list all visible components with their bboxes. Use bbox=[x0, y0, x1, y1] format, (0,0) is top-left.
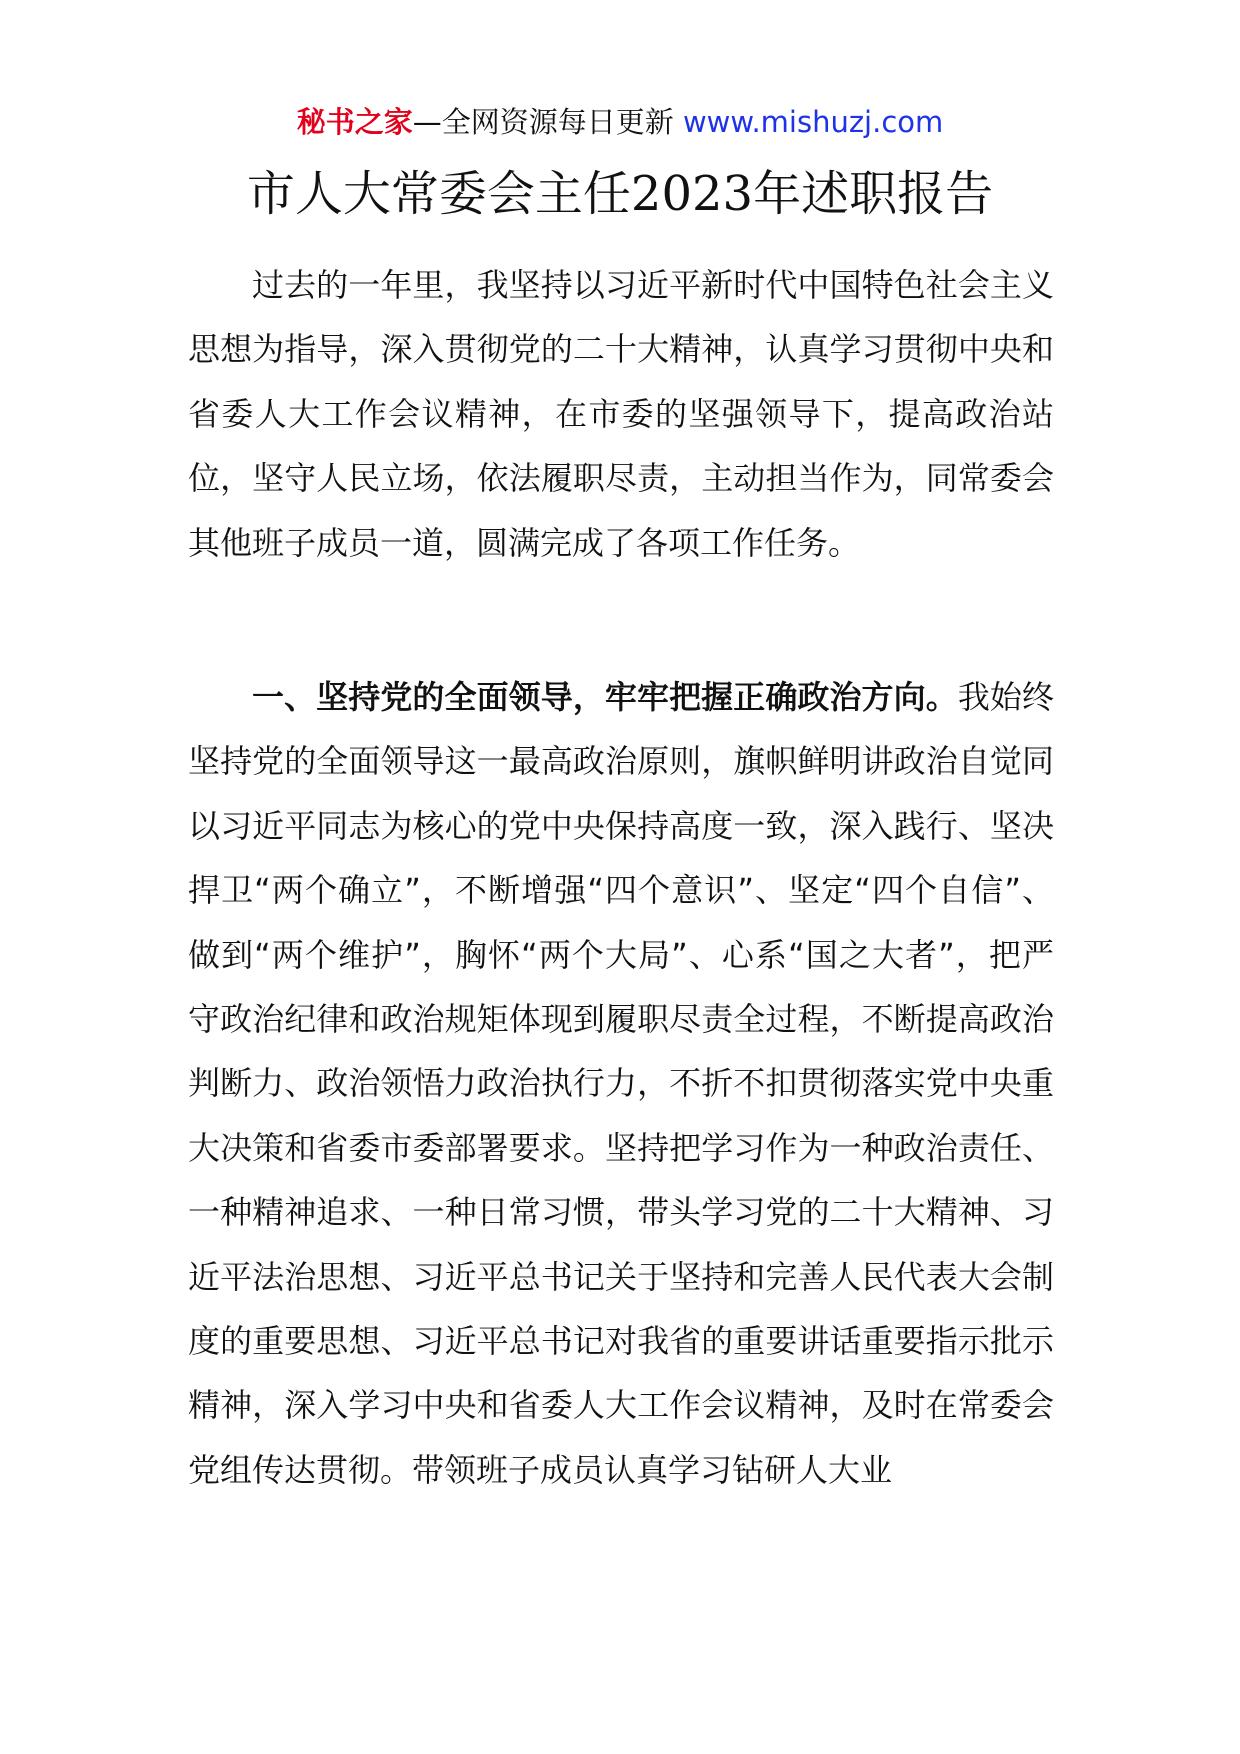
title-prefix: 市人大常委会主任 bbox=[246, 166, 631, 222]
intro-paragraph-text: 过去的一年里，我坚持以习近平新时代中国特色社会主义思想为指导，深入贯彻党的二十大精神，认真学习贯彻中央和省委人大工作会议精神，在市委的坚强领导下，提高政治站位，坚守人民立场，依法履职尽责，主动担当作为，同常委会其他班子成员一道，圆满完成了各项工作任务。 bbox=[188, 266, 1054, 562]
watermark-tagline: —全网资源每日更新 bbox=[412, 105, 683, 139]
section-one-text: 我始终坚持党的全面领导这一最高政治原则，旗帜鲜明讲政治自觉同以习近平同志为核心的党中央保持高度一致，深入践行、坚决捍卫“两个确立”，不断增强“四个意识”、坚定“四个自信”、做到“两个维护”，胸怀“两个大局”、心系“国之大者”，把严守政治纪律和政治规矩体现到履职尽责全过程，不断提高政治判断力、政治领悟力政治执行力，不折不扣贯彻落实党中央重大决策和省委市委部署要求。坚持把学习作为一种政治责任、一种精神追求、一种日常习惯，带头学习党的二十大精神、习近平法治思想、习近平总书记关于坚持和完善人民代表大会制度的重要思想、习近平总书记对我省的重要讲话重要指示批示精神，深入学习中央和省委人大工作会议精神，及时在常委会党组传达贯彻。带领班子成员认真学习钻研人大业 bbox=[188, 678, 1054, 1489]
title-year: 2023 bbox=[630, 166, 754, 222]
section-one-paragraph bbox=[188, 665, 1054, 1502]
site-watermark-header bbox=[0, 102, 1240, 142]
watermark-brand: 秘书之家 bbox=[296, 105, 413, 139]
watermark-url: www.mishuzj.com bbox=[682, 105, 944, 139]
intro-paragraph bbox=[188, 253, 1054, 575]
section-one-heading: 一、坚持党的全面领导，牢牢把握正确政治方向。 bbox=[252, 678, 958, 716]
title-suffix: 年述职报告 bbox=[753, 166, 994, 222]
document-title bbox=[0, 162, 1240, 226]
